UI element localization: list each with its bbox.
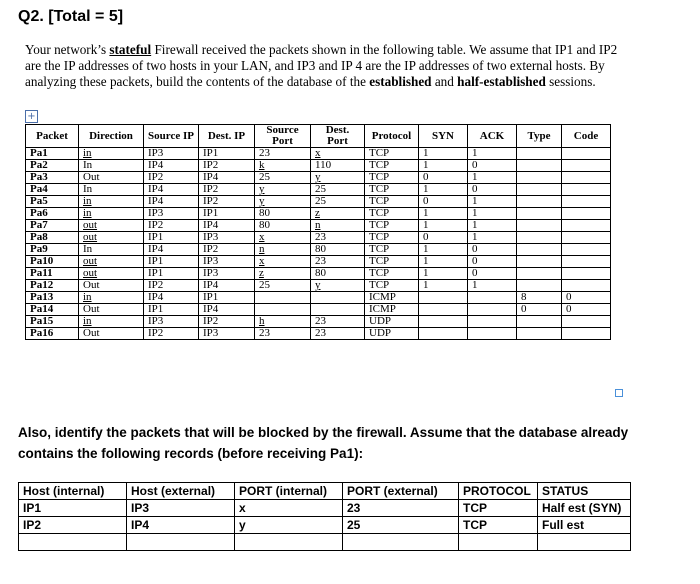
table-row (26, 292, 611, 304)
table-cell: IP2 (144, 328, 199, 340)
table-cell (562, 316, 611, 328)
table-cell: IP3 (199, 232, 255, 244)
table-cell: 0 (419, 172, 468, 184)
table-cell: y (311, 172, 365, 184)
column-header: Type (517, 125, 562, 148)
table-cell: IP4 (144, 160, 199, 172)
table-cell: 23 (255, 328, 311, 340)
table-cell (562, 172, 611, 184)
table-row (26, 328, 611, 340)
table-cell: TCP (365, 172, 419, 184)
table-cell: Pa8 (26, 232, 79, 244)
table-cell: Pa7 (26, 220, 79, 232)
table-cell: Pa14 (26, 304, 79, 316)
table-cell: Full est (538, 517, 631, 534)
table-cell: 23 (343, 500, 459, 517)
table-row (26, 160, 611, 172)
table-cell (311, 292, 365, 304)
table-cell: 1 (468, 172, 517, 184)
table-cell (517, 268, 562, 280)
table-cell: h (255, 316, 311, 328)
table-cell: 23 (255, 148, 311, 160)
table-cell: Pa2 (26, 160, 79, 172)
table-cell: out (79, 220, 144, 232)
table-cell (562, 268, 611, 280)
table-cell (562, 328, 611, 340)
table-cell: IP4 (144, 292, 199, 304)
table-cell: IP1 (144, 268, 199, 280)
column-header: Dest. IP (199, 125, 255, 148)
table-cell: Out (79, 172, 144, 184)
table-cell: TCP (365, 160, 419, 172)
table-cell: 0 (562, 292, 611, 304)
table-cell (468, 304, 517, 316)
column-header: Direction (79, 125, 144, 148)
table-cell (562, 160, 611, 172)
table-cell: IP4 (144, 244, 199, 256)
table-cell: 80 (255, 208, 311, 220)
table-cell: IP2 (144, 172, 199, 184)
column-header: Dest. Port (311, 125, 365, 148)
table-cell: 23 (311, 316, 365, 328)
table-cell: IP3 (144, 148, 199, 160)
table-cell: 1 (419, 160, 468, 172)
table-cell: TCP (365, 268, 419, 280)
table-cell: 0 (419, 196, 468, 208)
column-header: PROTOCOL (459, 483, 538, 500)
table-cell: 25 (255, 280, 311, 292)
table-cell: TCP (365, 220, 419, 232)
table-cell (517, 208, 562, 220)
column-header: Packet (26, 125, 79, 148)
table-cell: Out (79, 328, 144, 340)
table-cell: 1 (468, 208, 517, 220)
table-cell: TCP (365, 196, 419, 208)
table-cell: IP2 (199, 184, 255, 196)
column-header: Host (external) (127, 483, 235, 500)
table-cell (562, 196, 611, 208)
table-cell: in (79, 292, 144, 304)
table-cell: IP4 (199, 220, 255, 232)
table-row (26, 280, 611, 292)
table-resize-handle[interactable] (615, 389, 623, 397)
table-cell (562, 220, 611, 232)
table-cell: TCP (365, 256, 419, 268)
table-cell (419, 316, 468, 328)
column-header: Source IP (144, 125, 199, 148)
table-cell: IP2 (144, 280, 199, 292)
table-cell: Pa3 (26, 172, 79, 184)
table-row (26, 148, 611, 160)
table-cell (419, 328, 468, 340)
table-cell: 0 (468, 268, 517, 280)
table-cell: 1 (419, 220, 468, 232)
table-cell (468, 328, 517, 340)
table-cell (562, 244, 611, 256)
table-cell: 0 (419, 232, 468, 244)
table-cell: Pa4 (26, 184, 79, 196)
table-cell: z (311, 208, 365, 220)
table-cell (517, 280, 562, 292)
table-cell: 25 (255, 172, 311, 184)
table-cell: 1 (468, 220, 517, 232)
table-cell: TCP (365, 232, 419, 244)
table-cell (517, 328, 562, 340)
table-cell (517, 316, 562, 328)
table-cell: 25 (311, 196, 365, 208)
table-cell: TCP (365, 208, 419, 220)
table-cell: IP2 (199, 196, 255, 208)
table-row (26, 304, 611, 316)
table-cell: Pa6 (26, 208, 79, 220)
table-cell: IP3 (144, 316, 199, 328)
table-cell (517, 220, 562, 232)
table-cell: 1 (419, 268, 468, 280)
table-cell: In (79, 244, 144, 256)
table-cell (517, 244, 562, 256)
table-cell: x (235, 500, 343, 517)
table-cell: in (79, 208, 144, 220)
table-cell (517, 148, 562, 160)
table-cell: IP4 (199, 172, 255, 184)
table-cell: IP1 (19, 500, 127, 517)
table-cell: IP2 (19, 517, 127, 534)
table-row (26, 268, 611, 280)
table-cell: IP2 (199, 244, 255, 256)
table-cell: 1 (468, 196, 517, 208)
table-cell: In (79, 184, 144, 196)
database-table (18, 482, 631, 551)
column-header: PORT (external) (343, 483, 459, 500)
column-header: SYN (419, 125, 468, 148)
table-cell: IP4 (144, 196, 199, 208)
table-cell: x (311, 148, 365, 160)
table-cell: 1 (468, 232, 517, 244)
table-cell: TCP (459, 517, 538, 534)
table-cell: out (79, 268, 144, 280)
table-cell: 23 (311, 256, 365, 268)
table-cell: y (311, 280, 365, 292)
table-cell: IP2 (199, 160, 255, 172)
table-cell (562, 184, 611, 196)
table-row (26, 244, 611, 256)
table-cell: 0 (468, 184, 517, 196)
table-cell: y (235, 517, 343, 534)
table-cell: 1 (419, 148, 468, 160)
question-title: Q2. [Total = 5] (18, 8, 124, 25)
table-cell: 1 (468, 148, 517, 160)
table-cell: 0 (468, 160, 517, 172)
table-cell (562, 256, 611, 268)
table-cell: TCP (365, 148, 419, 160)
table-cell: IP1 (199, 148, 255, 160)
table-cell: IP3 (199, 328, 255, 340)
column-header: Host (internal) (19, 483, 127, 500)
table-cell: IP4 (144, 184, 199, 196)
table-cell: 1 (419, 280, 468, 292)
table-cell (517, 256, 562, 268)
table-row (26, 184, 611, 196)
table-cell: Pa16 (26, 328, 79, 340)
table-cell: 25 (311, 184, 365, 196)
table-cell (311, 304, 365, 316)
table-cell: UDP (365, 316, 419, 328)
table-cell: IP3 (144, 208, 199, 220)
table-cell: 80 (311, 268, 365, 280)
table-cell: Pa1 (26, 148, 79, 160)
blocked-packets-instruction: Also, identify the packets that will be blocked by the firewall. Assume that the database already contains the following records (before receiving Pa1): (18, 425, 629, 461)
table-cell: 0 (562, 304, 611, 316)
table-row (26, 196, 611, 208)
table-cell: Pa10 (26, 256, 79, 268)
table-cell: ICMP (365, 304, 419, 316)
table-cell: ICMP (365, 292, 419, 304)
packets-table (25, 124, 611, 340)
table-cell (517, 160, 562, 172)
table-cell (517, 184, 562, 196)
table-cell: 110 (311, 160, 365, 172)
table-cell: IP1 (144, 232, 199, 244)
table-cell (419, 304, 468, 316)
table-cell: IP1 (144, 256, 199, 268)
table-cell: TCP (365, 184, 419, 196)
table-cell: 23 (311, 328, 365, 340)
table-cell (255, 304, 311, 316)
table-cell: 0 (468, 244, 517, 256)
table-cell: IP4 (127, 517, 235, 534)
table-row (26, 316, 611, 328)
table-cell: In (79, 160, 144, 172)
table-cell: IP2 (199, 316, 255, 328)
table-cell: IP1 (199, 208, 255, 220)
table-cell: k (255, 160, 311, 172)
table-cell: 1 (419, 184, 468, 196)
table-row (26, 232, 611, 244)
table-cell: TCP (459, 500, 538, 517)
table-cell (517, 232, 562, 244)
table-cell: z (255, 268, 311, 280)
table-cell: IP1 (199, 292, 255, 304)
table-cell: n (255, 244, 311, 256)
column-header: STATUS (538, 483, 631, 500)
table-row (19, 500, 631, 517)
table-row (26, 172, 611, 184)
question-intro: Your network’s stateful Firewall received the packets shown in the following table. We assume that IP1 and IP2 are the IP addresses of two hosts in your LAN, and IP3 and IP 4 are the IP addresses of two external hosts. By analyzing these packets, build the contents of the database of the established and half-established sessions. (25, 42, 618, 89)
table-cell: IP3 (199, 268, 255, 280)
table-cell: Pa15 (26, 316, 79, 328)
column-header: Source Port (255, 125, 311, 148)
table-cell: Pa11 (26, 268, 79, 280)
table-cell: Out (79, 304, 144, 316)
table-cell (517, 172, 562, 184)
table-cell: y (255, 196, 311, 208)
table-cell (235, 534, 343, 551)
table-cell (562, 208, 611, 220)
table-cell: Pa5 (26, 196, 79, 208)
table-cell (562, 148, 611, 160)
table-cell: 8 (517, 292, 562, 304)
column-header: Code (562, 125, 611, 148)
table-cell: Pa13 (26, 292, 79, 304)
table-cell (562, 280, 611, 292)
table-cell: 1 (419, 208, 468, 220)
table-cell: 0 (517, 304, 562, 316)
table-cell: 1 (468, 280, 517, 292)
table-cell: TCP (365, 244, 419, 256)
table-cell: Pa12 (26, 280, 79, 292)
table-cell (419, 292, 468, 304)
table-cell: x (255, 232, 311, 244)
table-row (26, 256, 611, 268)
table-cell: in (79, 196, 144, 208)
table-cell (127, 534, 235, 551)
table-cell: IP2 (144, 220, 199, 232)
table-cell (255, 292, 311, 304)
table-cell: Pa9 (26, 244, 79, 256)
table-cell: 80 (255, 220, 311, 232)
table-cell (19, 534, 127, 551)
table-cell: x (255, 256, 311, 268)
table-cell: 23 (311, 232, 365, 244)
table-cell: n (311, 220, 365, 232)
column-header: PORT (internal) (235, 483, 343, 500)
table-row (19, 534, 631, 551)
table-cell: 0 (468, 256, 517, 268)
table-cell: 80 (311, 244, 365, 256)
table-row (19, 517, 631, 534)
table-cell (538, 534, 631, 551)
column-header: Protocol (365, 125, 419, 148)
table-cell: IP3 (199, 256, 255, 268)
table-cell: Half est (SYN) (538, 500, 631, 517)
table-cell: UDP (365, 328, 419, 340)
table-cell: 1 (419, 244, 468, 256)
table-cell (468, 316, 517, 328)
table-cell: in (79, 148, 144, 160)
table-cell: IP3 (127, 500, 235, 517)
table-cell: in (79, 316, 144, 328)
table-move-handle-icon[interactable]: + (25, 110, 38, 123)
table-cell (459, 534, 538, 551)
table-cell: y (255, 184, 311, 196)
table-cell (468, 292, 517, 304)
table-cell: out (79, 256, 144, 268)
column-header: ACK (468, 125, 517, 148)
table-cell: IP4 (199, 280, 255, 292)
table-cell: 25 (343, 517, 459, 534)
table-cell: IP4 (199, 304, 255, 316)
table-cell (343, 534, 459, 551)
table-cell: 1 (419, 256, 468, 268)
table-cell (517, 196, 562, 208)
database-header-row (19, 483, 631, 500)
table-row (26, 220, 611, 232)
table-cell: Out (79, 280, 144, 292)
table-cell: IP1 (144, 304, 199, 316)
table-cell: TCP (365, 280, 419, 292)
table-row (26, 208, 611, 220)
packets-header-row (26, 125, 611, 148)
table-cell: out (79, 232, 144, 244)
table-cell (562, 232, 611, 244)
